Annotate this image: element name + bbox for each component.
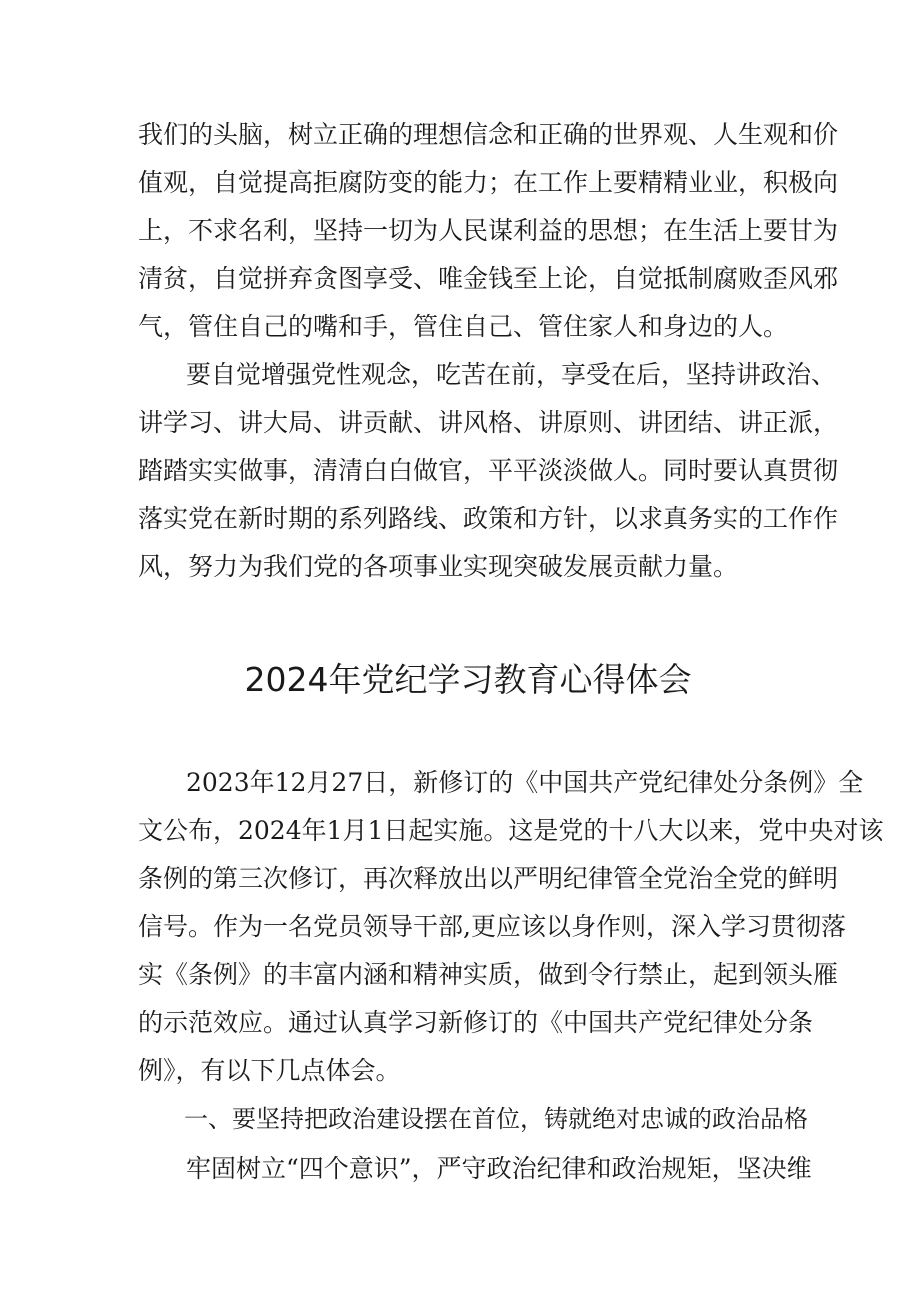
- text-line: 实《条例》的丰富内涵和精神实质，做到令行禁止，起到领头雁: [138, 960, 839, 989]
- text-line: 2023年12月27日，新修订的《中国共产党纪律处分条例》全: [186, 768, 864, 797]
- text-line: 讲学习、讲大局、讲贡献、讲风格、讲原则、讲团结、讲正派，: [138, 408, 839, 437]
- text-line: 牢固树立“四个意识”，严守政治纪律和政治规矩，坚决维: [186, 1154, 812, 1183]
- section-heading: 一、要坚持把政治建设摆在首位，铸就绝对忠诚的政治品格: [184, 1105, 808, 1133]
- text-line: 值观，自觉提高拒腐防变的能力；在工作上要精精业业，积极向: [138, 168, 839, 197]
- text-line: 踏踏实实做事，清清白白做官，平平淡淡做人。同时要认真贯彻: [138, 456, 839, 485]
- article-title: 2024年党纪学习教育心得体会: [244, 660, 692, 699]
- text-line: 例》，有以下几点体会。: [138, 1056, 401, 1085]
- text-line: 我们的头脑，树立正确的理想信念和正确的世界观、人生观和价: [138, 120, 839, 149]
- text-line: 条例的第三次修订，再次释放出以严明纪律管全党治全党的鲜明: [138, 864, 839, 893]
- text-line: 的示范效应。通过认真学习新修订的《中国共产党纪律处分条: [138, 1008, 814, 1037]
- text-line: 文公布，2024年1月1日起实施。这是党的十八大以来，党中央对该: [138, 816, 884, 845]
- text-line: 清贫，自觉拼弃贪图享受、唯金钱至上论，自觉抵制腐败歪风邪: [138, 264, 839, 293]
- text-line: 气，管住自己的嘴和手，管住自己、管住家人和身边的人。: [138, 312, 789, 341]
- text-line: 要自觉增强党性观念，吃苦在前，享受在后，坚持讲政治、: [186, 360, 837, 389]
- text-line: 风，努力为我们党的各项事业实现突破发展贡献力量。: [138, 552, 739, 581]
- text-line: 信号。作为一名党员领导干部,更应该以身作则，深入学习贯彻落: [138, 912, 846, 941]
- text-line: 上，不求名利，坚持一切为人民谋利益的思想；在生活上要甘为: [138, 216, 839, 245]
- text-line: 落实党在新时期的系列路线、政策和方针，以求真务实的工作作: [138, 504, 839, 533]
